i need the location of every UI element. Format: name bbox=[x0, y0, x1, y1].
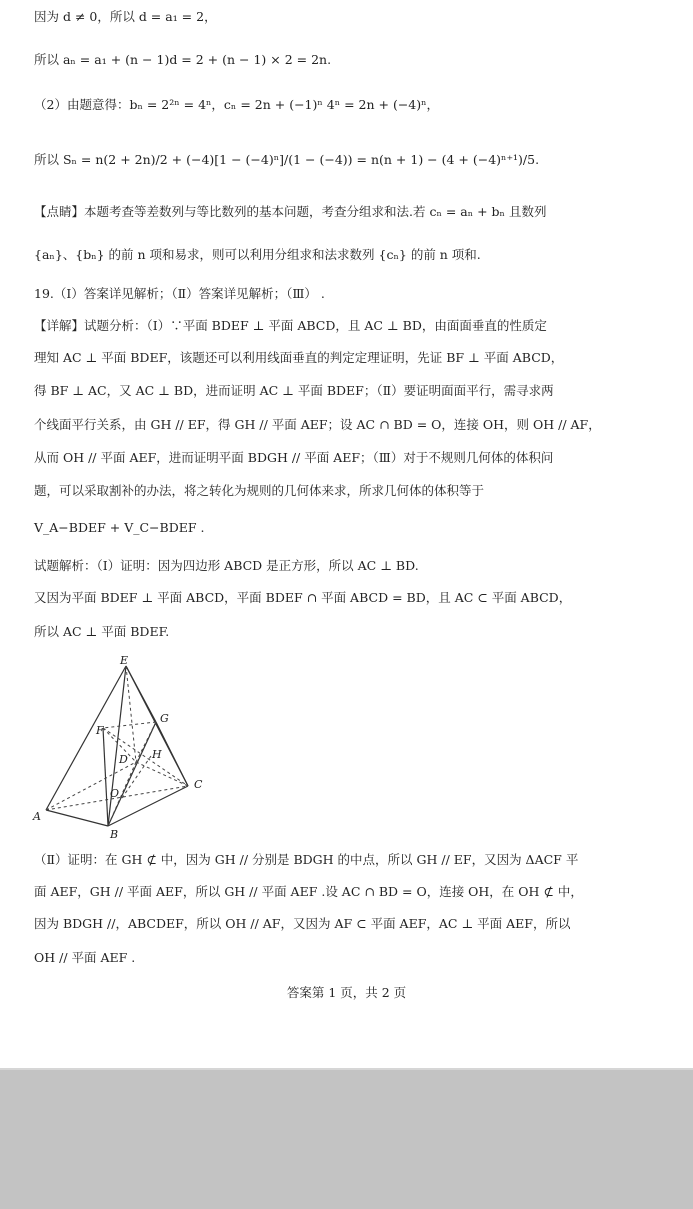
text-line-11: 个线面平行关系，由 GH // EF，得 GH // 平面 AEF；设 AC ∩ BD = O，连接 OH，则 OH // AF， bbox=[34, 417, 601, 432]
text-line-7: 19.（Ⅰ）答案详见解析；（Ⅱ）答案详见解析；（Ⅲ） . bbox=[34, 286, 325, 301]
text-line-21: OH // 平面 AEF . bbox=[34, 950, 136, 965]
text-line-20: 因为 BDGH //，ABCDEF，所以 OH // AF，又因为 AF ⊂ 平面 AEF，AC ⊥ 平面 AEF，所以 bbox=[34, 916, 571, 931]
geometry-figure bbox=[30, 652, 210, 842]
text-line-1: 因为 d ≠ 0，所以 d = a₁ = 2， bbox=[34, 9, 217, 24]
text-line-5: 【点睛】本题考查等差数列与等比数列的基本问题，考查分组求和法.若 cₙ = aₙ + bₙ 且数列 bbox=[34, 204, 547, 219]
label-D: D bbox=[119, 753, 128, 766]
text-line-6: {aₙ}、{bₙ} 的前 n 项和易求，则可以利用分组求和法求数列 {cₙ} 的前 n 项和. bbox=[34, 247, 481, 262]
text-line-13: 题，可以采取割补的办法，将之转化为规则的几何体来求，所求几何体的体积等于 bbox=[34, 483, 485, 498]
text-line-9: 理知 AC ⊥ 平面 BDEF，该题还可以利用线面垂直的判定定理证明，先证 BF ⊥ 平面 ABCD， bbox=[34, 350, 564, 365]
label-C: C bbox=[194, 778, 203, 791]
text-line-14: V_A−BDEF + V_C−BDEF . bbox=[34, 520, 205, 535]
text-line-19: 面 AEF，GH // 平面 AEF，所以 GH // 平面 AEF .设 AC ∩ BD = O，连接 OH，在 OH ⊄ 中， bbox=[34, 884, 583, 899]
text-line-12: 从而 OH // 平面 AEF，进而证明平面 BDGH // 平面 AEF；（Ⅲ）对于不规则几何体的体积问 bbox=[34, 450, 554, 465]
label-O: O bbox=[110, 787, 120, 800]
text-line-18: （Ⅱ）证明：在 GH ⊄ 中，因为 GH // 分别是 BDGH 的中点，所以 GH // EF，又因为 ΔACF 平 bbox=[34, 852, 579, 867]
label-E: E bbox=[120, 654, 129, 667]
label-H: H bbox=[152, 748, 162, 761]
text-line-2: 所以 aₙ = a₁ + (n − 1)d = 2 + (n − 1) × 2 = 2n. bbox=[34, 52, 332, 67]
text-line-16: 又因为平面 BDEF ⊥ 平面 ABCD，平面 BDEF ∩ 平面 ABCD = BD，且 AC ⊂ 平面 ABCD， bbox=[34, 590, 572, 605]
label-G: G bbox=[160, 712, 169, 725]
viewer-background bbox=[0, 1070, 693, 1209]
label-F: F bbox=[96, 724, 104, 737]
text-line-10: 得 BF ⊥ AC，又 AC ⊥ BD，进而证明 AC ⊥ 平面 BDEF；（Ⅱ）要证明面面平行，需寻求两 bbox=[34, 383, 554, 398]
solid-edges bbox=[46, 666, 188, 826]
text-line-17: 所以 AC ⊥ 平面 BDEF. bbox=[34, 624, 170, 639]
text-line-15: 试题解析：（Ⅰ）证明：因为四边形 ABCD 是正方形，所以 AC ⊥ BD. bbox=[34, 558, 419, 573]
text-line-3: （2）由题意得：bₙ = 2²ⁿ = 4ⁿ，cₙ = 2n + (−1)ⁿ 4ⁿ = 2n + (−4)ⁿ， bbox=[34, 97, 440, 112]
page-footer: 答案第 1 页，共 2 页 bbox=[286, 985, 407, 1000]
label-A: A bbox=[33, 810, 41, 823]
label-B: B bbox=[110, 828, 119, 841]
text-line-4: 所以 Sₙ = n(2 + 2n)/2 + (−4)[1 − (−4)ⁿ]/(1 − (−4)) = n(n + 1) − (4 + (−4)ⁿ⁺¹)/5. bbox=[34, 152, 540, 167]
text-line-8: 【详解】试题分析：（Ⅰ）∵平面 BDEF ⊥ 平面 ABCD，且 AC ⊥ BD，由面面垂直的性质定 bbox=[34, 318, 547, 333]
